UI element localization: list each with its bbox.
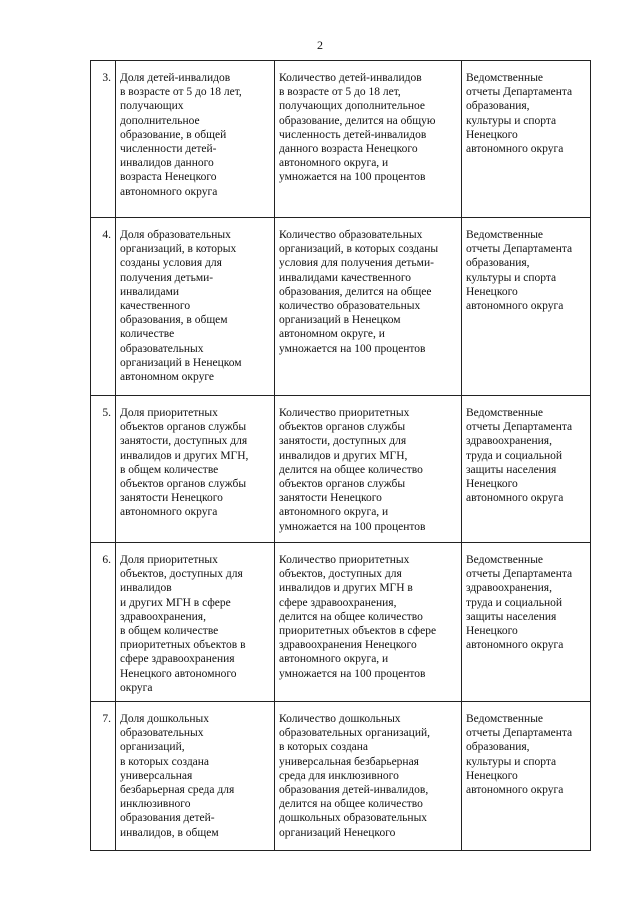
- indicator-name: Доля образовательных организаций, в которых созданы условия для получения детьми- инвалидами качественного образования, в общем количестве образовательных организаций в Ненецком автономном округе: [116, 218, 275, 396]
- row-number: 6.: [91, 543, 116, 702]
- calculation-method: Количество детей-инвалидов в возрасте от 5 до 18 лет, получающих дополнительное образование, делится на общую численность детей-инвалидов данного возраста Ненецкого автономного округа, и умножается на 100 процентов: [275, 61, 462, 218]
- indicator-name: Доля детей-инвалидов в возрасте от 5 до 18 лет, получающих дополнительное образование, в общей численности детей- инвалидов данного возраста Ненецкого автономного округа: [116, 61, 275, 218]
- table-row: [91, 702, 591, 851]
- indicator-name: Доля приоритетных объектов органов службы занятости, доступных для инвалидов и других МГН, в общем количестве объектов органов службы занятости Ненецкого автономного округа: [116, 396, 275, 543]
- calculation-method: Количество приоритетных объектов, доступных для инвалидов и других МГН в сфере здравоохранения, делится на общее количество приоритетных объектов в сфере здравоохранения Ненецкого автономного округа, и умножается на 100 процентов: [275, 543, 462, 702]
- page-number: 2: [317, 38, 323, 52]
- data-source: Ведомственные отчеты Департамента образования, культуры и спорта Ненецкого автономного округа: [462, 61, 591, 218]
- row-number: 3.: [91, 61, 116, 218]
- indicator-name: Доля приоритетных объектов, доступных для инвалидов и других МГН в сфере здравоохранения, в общем количестве приоритетных объектов в сфере здравоохранения Ненецкого автономного округа: [116, 543, 275, 702]
- indicators-table: [90, 60, 591, 851]
- table-row: [91, 61, 591, 218]
- row-number: 4.: [91, 218, 116, 396]
- data-source: Ведомственные отчеты Департамента здравоохранения, труда и социальной защиты населения Ненецкого автономного округа: [462, 396, 591, 543]
- table-row: [91, 218, 591, 396]
- table-row: [91, 396, 591, 543]
- data-source: Ведомственные отчеты Департамента образования, культуры и спорта Ненецкого автономного округа: [462, 218, 591, 396]
- calculation-method: Количество дошкольных образовательных организаций, в которых создана универсальная безбарьерная среда для инклюзивного образования детей-инвалидов, делится на общее количество дошкольных образовательных организаций Ненецкого: [275, 702, 462, 851]
- calculation-method: Количество образовательных организаций, в которых созданы условия для получения детьми- инвалидами качественного образования, делится на общее количество образовательных организаций в Ненецком автономном округе, и умножается на 100 процентов: [275, 218, 462, 396]
- data-source: Ведомственные отчеты Департамента здравоохранения, труда и социальной защиты населения Ненецкого автономного округа: [462, 543, 591, 702]
- calculation-method: Количество приоритетных объектов органов службы занятости, доступных для инвалидов и других МГН, делится на общее количество объектов органов службы занятости Ненецкого автономного округа, и умножается на 100 процентов: [275, 396, 462, 543]
- row-number: 7.: [91, 702, 116, 851]
- indicator-name: Доля дошкольных образовательных организаций, в которых создана универсальная безбарьерная среда для инклюзивного образования детей- инвалидов, в общем: [116, 702, 275, 851]
- data-source: Ведомственные отчеты Департамента образования, культуры и спорта Ненецкого автономного округа: [462, 702, 591, 851]
- row-number: 5.: [91, 396, 116, 543]
- table-row: [91, 543, 591, 702]
